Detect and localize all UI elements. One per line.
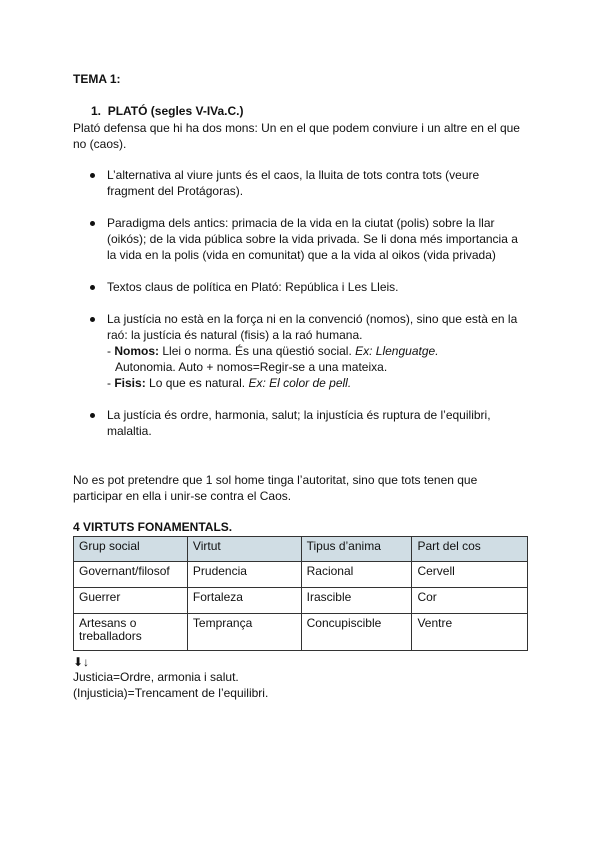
injusticia-line: (Injusticia)=Trencament de l’equilibri. (73, 686, 269, 700)
nomos-text: Llei o norma. És una qüestió social. (159, 344, 356, 358)
bullet-icon (90, 221, 95, 226)
bullet-icon (90, 285, 95, 290)
list-item-text: L’alternativa al viure junts és el caos, la lluita de tots contra tots (veure fragment del Protágoras). (107, 168, 480, 198)
section-heading (91, 103, 244, 119)
fisis-term: Fisis: (114, 376, 146, 390)
section-title: PLATÓ (segles V-IVa.C.) (107, 104, 244, 118)
table-cell: Concupiscible (301, 614, 412, 651)
fisis-dash: - (107, 376, 115, 390)
table-cell: Guerrer (74, 588, 188, 614)
table-header-cell: Tipus d’anima (301, 537, 412, 562)
justicia-line: Justicia=Ordre, armonia i salut. (73, 670, 239, 684)
intro-paragraph: Plató defensa que hi ha dos mons: Un en el que podem conviure i un altre en el que no (caos). (73, 121, 520, 151)
table-cell: Prudencia (187, 562, 301, 588)
nomos-term: Nomos: (114, 344, 160, 358)
fisis-example: Ex: El color de pell. (248, 376, 352, 390)
down-arrow-icon: ⬇↓ (73, 655, 90, 669)
list-item-text: La justícia és ordre, harmonia, salut; la injustícia és ruptura de l’equilibri, malaltia. (107, 408, 491, 438)
virtues-title: 4 VIRTUTS FONAMENTALS. (73, 520, 233, 534)
table-header-cell: Virtut (187, 537, 301, 562)
fisis-definition (107, 375, 527, 391)
table-row (74, 588, 528, 614)
table-header-cell: Grup social (74, 537, 188, 562)
nomos-example: Ex: Llenguatge. (355, 344, 439, 358)
table-cell: Racional (301, 562, 412, 588)
virtues-table (73, 536, 528, 651)
table-cell: Artesans o treballadors (74, 614, 188, 651)
table-cell: Cor (412, 588, 528, 614)
closing-paragraph: No es pot pretendre que 1 sol home tinga l’autoritat, sino que tots tenen que participar en ella i unir-se contra el Caos. (73, 473, 478, 503)
table-cell: Irascible (301, 588, 412, 614)
table-cell: Ventre (412, 614, 528, 651)
fisis-text: Lo que es natural. (145, 376, 249, 390)
table-row (74, 614, 528, 651)
list-item-text: Paradigma dels antics: primacia de la vida en la ciutat (polis) sobre la llar (oikós); de la vida pública sobre la vida privada. Se li dona més importancia a la vida en la polis (vida en comunitat) que a la vida al oikos (vida privada) (107, 216, 518, 262)
nomos-definition (107, 343, 527, 359)
bullet-icon (90, 317, 95, 322)
nomos-autonomia-line: Autonomia. Auto + nomos=Regir-se a una mateixa. (115, 360, 388, 374)
bullet-icon (90, 413, 95, 418)
table-header-row (74, 537, 528, 562)
list-item-text: La justícia no està en la força ni en la convenció (nomos), sino que està en la raó: la justícia és natural (fisis) a la raó humana. (107, 312, 518, 342)
table-cell: Cervell (412, 562, 528, 588)
list-item-text: Textos claus de política en Plató: República i Les Lleis. (107, 280, 399, 294)
table-cell: Governant/filosof (74, 562, 188, 588)
bullet-icon (90, 173, 95, 178)
table-cell: Temprança (187, 614, 301, 651)
page-heading: TEMA 1: (73, 72, 121, 86)
section-number: 1. (91, 104, 102, 118)
table-row (74, 562, 528, 588)
table-header-cell: Part del cos (412, 537, 528, 562)
nomos-dash: - (107, 344, 115, 358)
table-cell: Fortaleza (187, 588, 301, 614)
